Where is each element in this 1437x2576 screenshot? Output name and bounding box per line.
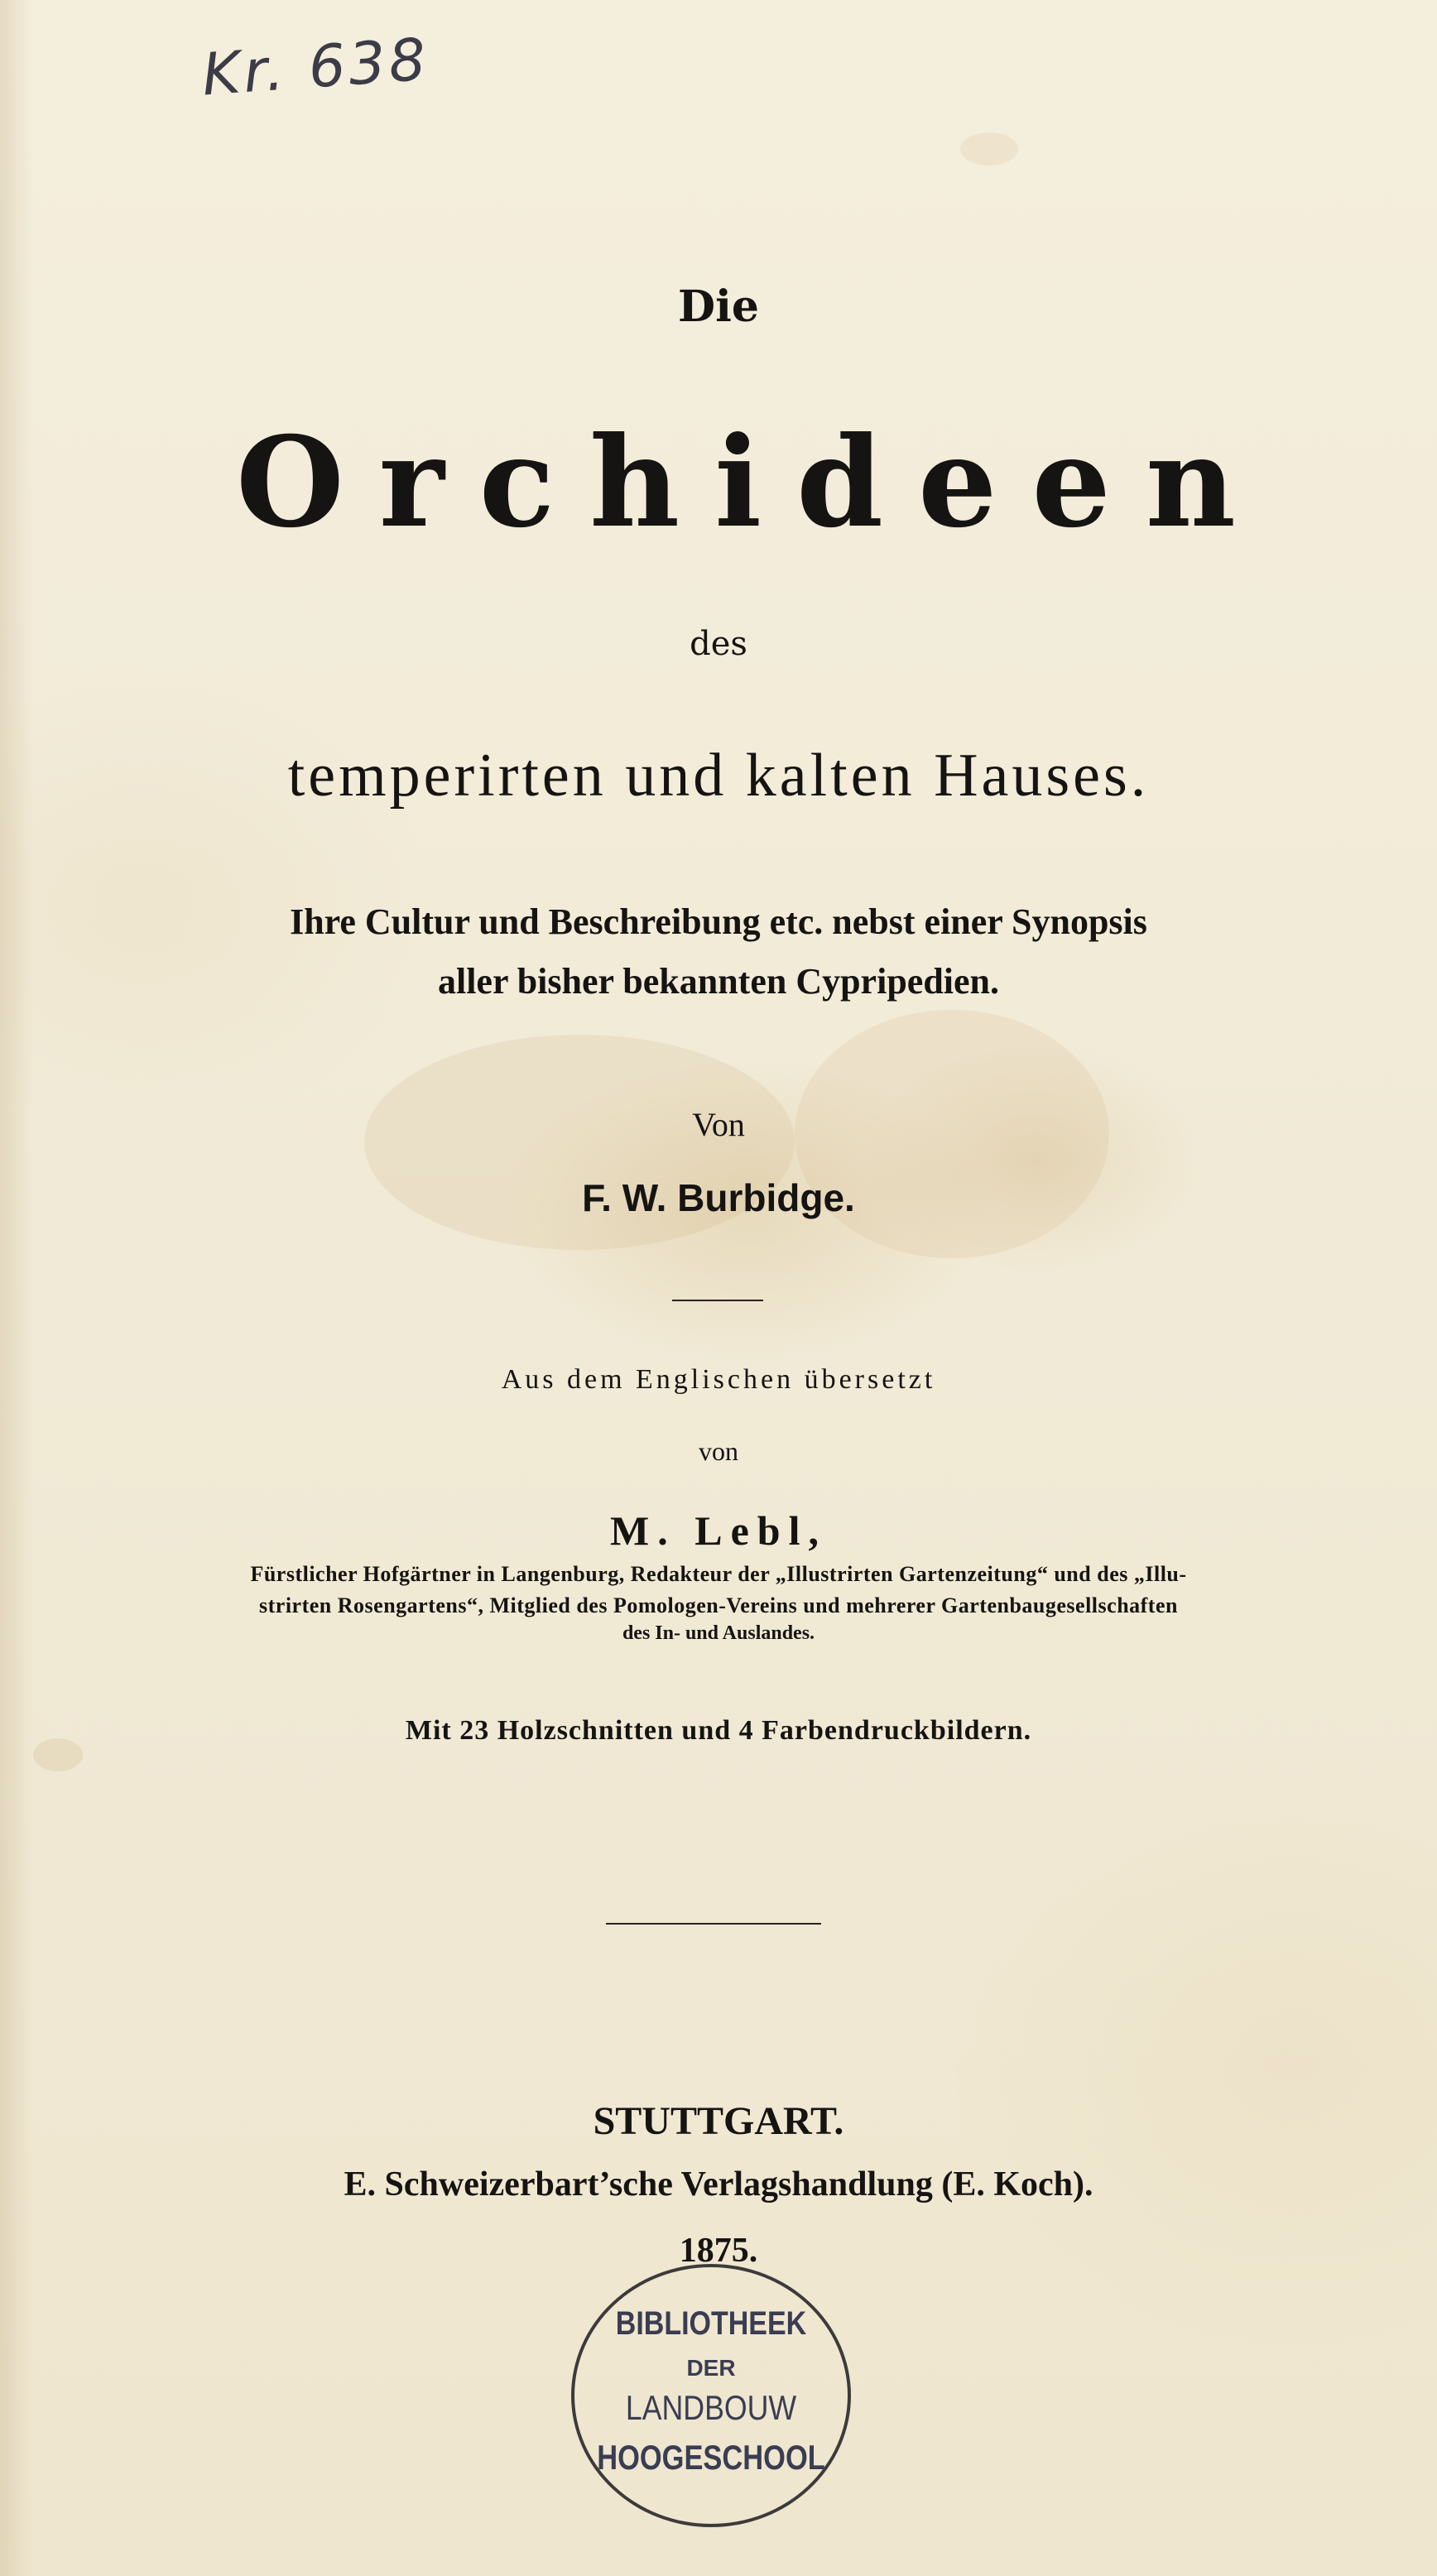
- translator-credentials-line-1: Fürstlicher Hofgärtner in Langenburg, Redakteur der „Illustrirten Gartenzeitung“ und des „Illu-: [250, 1562, 1187, 1586]
- imprint-city: STUTTGART.: [593, 2099, 844, 2143]
- description-line-1: Ihre Cultur und Beschreibung etc. nebst einer Synopsis: [290, 901, 1147, 942]
- translation-note: Aus dem Englischen übersetzt: [501, 1364, 936, 1395]
- divider-rule: [672, 1300, 763, 1301]
- stamp-line-4: HOOGESCHOOL: [597, 2438, 825, 2477]
- handwritten-shelfmark: Kr. 638: [199, 25, 431, 109]
- stamp-line-1: BIBLIOTHEEK: [615, 2305, 807, 2342]
- translator-name: M. Lebl,: [610, 1507, 827, 1554]
- imprint-publisher: E. Schweizerbart’sche Verlagshandlung (E. Koch).: [344, 2165, 1093, 2204]
- library-stamp: [571, 2264, 861, 2537]
- imprint-year: 1875.: [679, 2232, 758, 2270]
- divider-rule: [606, 1923, 821, 1925]
- page-title: Orchideen: [236, 410, 1271, 555]
- author-prefix: Von: [692, 1106, 745, 1143]
- translator-prefix: von: [699, 1436, 738, 1466]
- translator-credentials-line-3: des In- und Auslandes.: [622, 1622, 815, 1644]
- subtitle: temperirten und kalten Hauses.: [287, 742, 1150, 810]
- illustrations-note: Mit 23 Holzschnitten und 4 Farbendruckbildern.: [405, 1715, 1032, 1746]
- description-line-2: aller bisher bekannten Cypripedien.: [437, 961, 1000, 1002]
- title-connector: des: [690, 625, 747, 663]
- stamp-line-3: LANDBOUW: [625, 2388, 797, 2427]
- translator-credentials-line-2: strirten Rosengartens“, Mitglied des Pomologen-Vereins und mehrerer Gartenbaugesellschaften: [259, 1593, 1178, 1617]
- title-article: Die: [678, 281, 759, 332]
- stamp-line-2: DER: [686, 2355, 736, 2381]
- author-name: F. W. Burbidge.: [582, 1176, 855, 1219]
- foxing-spot: [960, 132, 1018, 166]
